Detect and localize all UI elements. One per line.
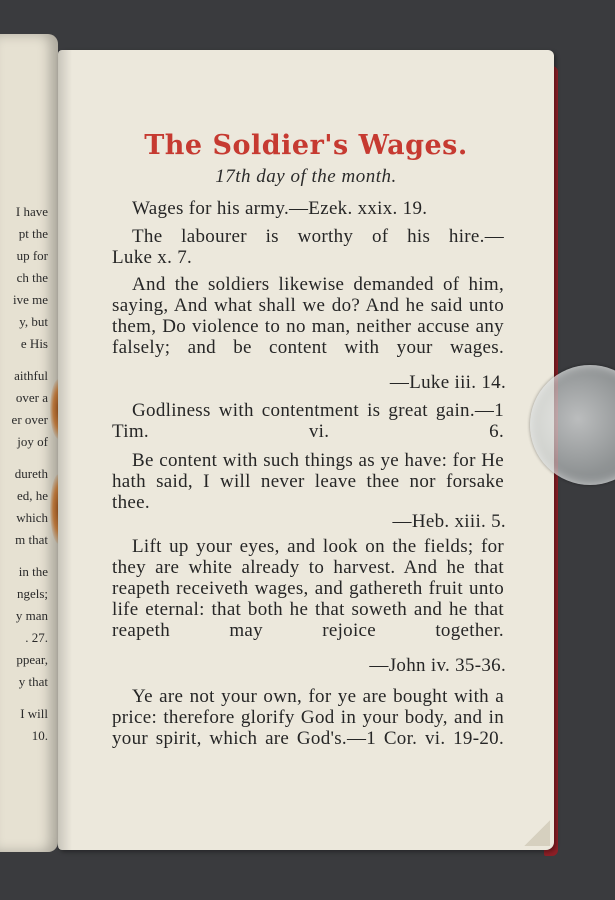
- left-page-text-line: ch the: [16, 270, 48, 285]
- verse-john: Lift up your eyes, and look on the fields; for they are white already to harvest. And he that reapeth receiveth wages, and gathereth fruit unto life eternal: that both he that soweth and he that reapeth may rejoice together.: [112, 536, 504, 641]
- left-page-text-line: ppear,: [16, 652, 48, 667]
- left-page-text-line: y, but: [19, 314, 48, 329]
- left-page-text-line: m that: [15, 532, 48, 547]
- left-page-text-line: which: [16, 510, 48, 525]
- verse-luke-3: And the soldiers likewise demanded of him, saying, And what shall we do? And he said unto them, Do violence to no man, neither accuse any falsely; and be content with your wages.: [112, 274, 504, 358]
- left-page-text-line: joy of: [17, 434, 48, 449]
- rust-stain: [50, 379, 58, 439]
- verse-luke-10-line2: Luke x. 7.: [112, 247, 193, 268]
- verse-timothy: Godliness with contentment is great gain.—1 Tim. vi. 6.: [112, 400, 504, 442]
- left-page-text-line: up for: [16, 248, 48, 263]
- page-title: The Soldier's Wages.: [144, 130, 468, 161]
- left-page-text-line: I will: [20, 706, 48, 721]
- left-page-text-line: ed, he: [16, 488, 48, 503]
- book-page: [58, 50, 554, 850]
- verse-ezekiel: Wages for his army.—Ezek. xxix. 19.: [132, 198, 428, 219]
- ref-luke-3: —Luke iii. 14.: [389, 372, 506, 393]
- left-facing-page: [0, 34, 58, 852]
- page-subtitle: 17th day of the month.: [215, 166, 397, 187]
- left-page-text-line: 10.: [31, 728, 48, 743]
- page-corner-fold: [524, 820, 550, 846]
- ref-hebrews: —Heb. xiii. 5.: [392, 511, 506, 532]
- left-page-text-line: over a: [15, 390, 48, 405]
- ref-john: —John iv. 35-36.: [369, 655, 506, 676]
- left-page-text-line: y that: [18, 674, 48, 689]
- left-page-text-line: y man: [15, 608, 48, 623]
- left-page-text-line: e His: [20, 336, 48, 351]
- verse-corinthians: Ye are not your own, for ye are bought with a price: therefore glorify God in your body, and in your spirit, which are God's.—1 Cor. vi. 19-20.: [112, 686, 504, 749]
- left-page-text-line: aithful: [14, 368, 48, 383]
- left-page-text-line: dureth: [14, 466, 48, 481]
- verse-hebrews: Be content with such things as ye have: for He hath said, I will never leave thee nor forsake thee.: [112, 450, 504, 513]
- verse-luke-10-line1: The labourer is worthy of his hire.—: [132, 226, 504, 247]
- left-page-text-line: I have: [15, 204, 48, 219]
- left-page-text-line: pt the: [18, 226, 48, 241]
- left-page-text-line: ive me: [12, 292, 48, 307]
- left-page-text-line: ngels;: [16, 586, 48, 601]
- left-page-text-line: in the: [18, 564, 48, 579]
- left-page-text-line: . 27.: [25, 630, 48, 645]
- left-page-text-line: er over: [11, 412, 48, 427]
